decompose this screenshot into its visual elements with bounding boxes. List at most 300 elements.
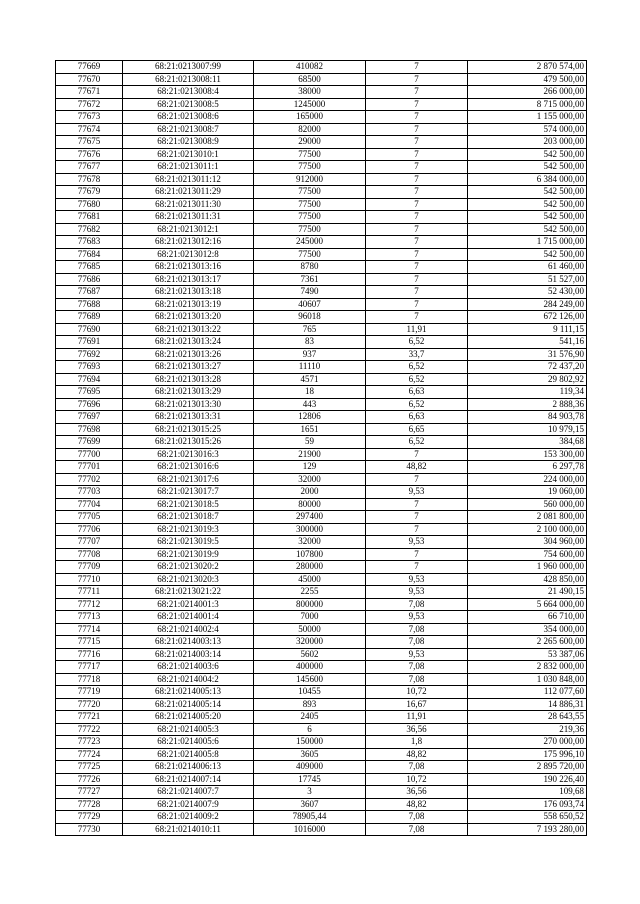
cadastral-number-cell: 68:21:0213012:16 (123, 236, 254, 249)
cadastral-number-cell: 68:21:0213011:1 (123, 161, 254, 174)
amount-cell: 542 500,00 (468, 148, 587, 161)
cadastral-number-cell: 68:21:0213019:3 (123, 523, 254, 536)
area-cell: 129 (254, 461, 366, 474)
rate-cell: 48,82 (366, 461, 468, 474)
rate-cell: 7 (366, 448, 468, 461)
table-row (56, 711, 587, 724)
amount-cell: 1 715 000,00 (468, 236, 587, 249)
table-row (56, 411, 587, 424)
area-cell: 3605 (254, 748, 366, 761)
cadastral-number-cell: 68:21:0213010:1 (123, 148, 254, 161)
table-row (56, 361, 587, 374)
row-number-cell: 77720 (56, 698, 123, 711)
cadastral-number-cell: 68:21:0213016:6 (123, 461, 254, 474)
row-number-cell: 77669 (56, 61, 123, 74)
table-row (56, 798, 587, 811)
rate-cell: 7 (366, 261, 468, 274)
table-row (56, 73, 587, 86)
row-number-cell: 77726 (56, 773, 123, 786)
cadastral-number-cell: 68:21:0213013:27 (123, 361, 254, 374)
row-number-cell: 77704 (56, 498, 123, 511)
row-number-cell: 77719 (56, 686, 123, 699)
row-number-cell: 77688 (56, 298, 123, 311)
area-cell: 297400 (254, 511, 366, 524)
amount-cell: 384,68 (468, 436, 587, 449)
cadastral-number-cell: 68:21:0213008:4 (123, 86, 254, 99)
rate-cell: 7 (366, 161, 468, 174)
cadastral-number-cell: 68:21:0213008:11 (123, 73, 254, 86)
row-number-cell: 77696 (56, 398, 123, 411)
table-row (56, 761, 587, 774)
amount-cell: 66 710,00 (468, 611, 587, 624)
area-cell: 893 (254, 698, 366, 711)
cadastral-number-cell: 68:21:0213019:9 (123, 548, 254, 561)
amount-cell: 8 715 000,00 (468, 98, 587, 111)
rate-cell: 7 (366, 61, 468, 74)
rate-cell: 7 (366, 511, 468, 524)
rate-cell: 7 (366, 273, 468, 286)
row-number-cell: 77721 (56, 711, 123, 724)
cadastral-number-cell: 68:21:0213013:30 (123, 398, 254, 411)
row-number-cell: 77671 (56, 86, 123, 99)
amount-cell: 542 500,00 (468, 248, 587, 261)
row-number-cell: 77690 (56, 323, 123, 336)
rate-cell: 10,72 (366, 686, 468, 699)
row-number-cell: 77678 (56, 173, 123, 186)
amount-cell: 672 126,00 (468, 311, 587, 324)
amount-cell: 542 500,00 (468, 198, 587, 211)
row-number-cell: 77675 (56, 136, 123, 149)
area-cell: 77500 (254, 148, 366, 161)
rate-cell: 7 (366, 561, 468, 574)
row-number-cell: 77703 (56, 486, 123, 499)
area-cell: 912000 (254, 173, 366, 186)
cadastral-number-cell: 68:21:0213019:5 (123, 536, 254, 549)
table-row (56, 573, 587, 586)
area-cell: 80000 (254, 498, 366, 511)
row-number-cell: 77680 (56, 198, 123, 211)
rate-cell: 7 (366, 136, 468, 149)
row-number-cell: 77723 (56, 736, 123, 749)
table-row (56, 786, 587, 799)
row-number-cell: 77682 (56, 223, 123, 236)
area-cell: 59 (254, 436, 366, 449)
area-cell: 38000 (254, 86, 366, 99)
area-cell: 77500 (254, 198, 366, 211)
rate-cell: 10,72 (366, 773, 468, 786)
table-row (56, 373, 587, 386)
area-cell: 245000 (254, 236, 366, 249)
amount-cell: 28 643,55 (468, 711, 587, 724)
cadastral-number-cell: 68:21:0213011:30 (123, 198, 254, 211)
table-row (56, 523, 587, 536)
amount-cell: 541,16 (468, 336, 587, 349)
cadastral-number-cell: 68:21:0213013:17 (123, 273, 254, 286)
amount-cell: 5 664 000,00 (468, 598, 587, 611)
row-number-cell: 77676 (56, 148, 123, 161)
table-row (56, 736, 587, 749)
table-row (56, 186, 587, 199)
table-row (56, 723, 587, 736)
cadastral-number-cell: 68:21:0213007:99 (123, 61, 254, 74)
rate-cell: 7 (366, 186, 468, 199)
area-cell: 3607 (254, 798, 366, 811)
rate-cell: 7,08 (366, 823, 468, 836)
cadastral-number-cell: 68:21:0214001:4 (123, 611, 254, 624)
amount-cell: 175 996,10 (468, 748, 587, 761)
area-cell: 82000 (254, 123, 366, 136)
row-number-cell: 77674 (56, 123, 123, 136)
cadastral-number-cell: 68:21:0213021:22 (123, 586, 254, 599)
amount-cell: 112 077,60 (468, 686, 587, 699)
area-cell: 78905,44 (254, 811, 366, 824)
cadastral-number-cell: 68:21:0213013:19 (123, 298, 254, 311)
rate-cell: 36,56 (366, 723, 468, 736)
area-cell: 77500 (254, 161, 366, 174)
area-cell: 1245000 (254, 98, 366, 111)
amount-cell: 542 500,00 (468, 211, 587, 224)
registry-table (55, 60, 587, 836)
area-cell: 18 (254, 386, 366, 399)
cadastral-number-cell: 68:21:0214003:14 (123, 648, 254, 661)
cadastral-number-cell: 68:21:0213013:31 (123, 411, 254, 424)
table-row (56, 98, 587, 111)
area-cell: 150000 (254, 736, 366, 749)
amount-cell: 190 226,40 (468, 773, 587, 786)
table-row (56, 511, 587, 524)
rate-cell: 7 (366, 236, 468, 249)
table-row (56, 261, 587, 274)
cadastral-number-cell: 68:21:0213015:25 (123, 423, 254, 436)
table-row (56, 136, 587, 149)
area-cell: 68500 (254, 73, 366, 86)
row-number-cell: 77716 (56, 648, 123, 661)
amount-cell: 542 500,00 (468, 186, 587, 199)
area-cell: 7000 (254, 611, 366, 624)
table-row (56, 436, 587, 449)
rate-cell: 6,63 (366, 411, 468, 424)
row-number-cell: 77705 (56, 511, 123, 524)
table-row (56, 673, 587, 686)
table-row (56, 336, 587, 349)
amount-cell: 109,68 (468, 786, 587, 799)
cadastral-number-cell: 68:21:0214002:4 (123, 623, 254, 636)
cadastral-number-cell: 68:21:0213013:20 (123, 311, 254, 324)
amount-cell: 9 111,15 (468, 323, 587, 336)
rate-cell: 48,82 (366, 748, 468, 761)
rate-cell: 11,91 (366, 323, 468, 336)
table-row (56, 111, 587, 124)
table-row (56, 698, 587, 711)
cadastral-number-cell: 68:21:0214005:20 (123, 711, 254, 724)
cadastral-number-cell: 68:21:0213017:7 (123, 486, 254, 499)
table-row (56, 386, 587, 399)
area-cell: 40607 (254, 298, 366, 311)
area-cell: 4571 (254, 373, 366, 386)
area-cell: 83 (254, 336, 366, 349)
row-number-cell: 77689 (56, 311, 123, 324)
table-row (56, 273, 587, 286)
rate-cell: 7 (366, 98, 468, 111)
cadastral-number-cell: 68:21:0213012:1 (123, 223, 254, 236)
rate-cell: 33,7 (366, 348, 468, 361)
area-cell: 6 (254, 723, 366, 736)
amount-cell: 6 297,78 (468, 461, 587, 474)
amount-cell: 51 527,00 (468, 273, 587, 286)
area-cell: 1016000 (254, 823, 366, 836)
amount-cell: 72 437,20 (468, 361, 587, 374)
rate-cell: 7 (366, 298, 468, 311)
area-cell: 409000 (254, 761, 366, 774)
rate-cell: 7 (366, 86, 468, 99)
amount-cell: 1 960 000,00 (468, 561, 587, 574)
amount-cell: 2 832 000,00 (468, 661, 587, 674)
row-number-cell: 77724 (56, 748, 123, 761)
cadastral-number-cell: 68:21:0214005:14 (123, 698, 254, 711)
area-cell: 280000 (254, 561, 366, 574)
rate-cell: 7 (366, 523, 468, 536)
rate-cell: 6,52 (366, 336, 468, 349)
rate-cell: 7 (366, 498, 468, 511)
row-number-cell: 77714 (56, 623, 123, 636)
rate-cell: 7,08 (366, 761, 468, 774)
rate-cell: 9,53 (366, 573, 468, 586)
area-cell: 29000 (254, 136, 366, 149)
table-row (56, 148, 587, 161)
amount-cell: 2 265 600,00 (468, 636, 587, 649)
cadastral-number-cell: 68:21:0213008:6 (123, 111, 254, 124)
amount-cell: 224 000,00 (468, 473, 587, 486)
rate-cell: 7 (366, 211, 468, 224)
amount-cell: 19 060,00 (468, 486, 587, 499)
cadastral-number-cell: 68:21:0213013:22 (123, 323, 254, 336)
rate-cell: 9,53 (366, 586, 468, 599)
rate-cell: 7 (366, 148, 468, 161)
area-cell: 96018 (254, 311, 366, 324)
area-cell: 77500 (254, 223, 366, 236)
row-number-cell: 77687 (56, 286, 123, 299)
area-cell: 3 (254, 786, 366, 799)
table-row (56, 473, 587, 486)
table-row (56, 636, 587, 649)
area-cell: 2405 (254, 711, 366, 724)
table-row (56, 448, 587, 461)
cadastral-number-cell: 68:21:0213018:5 (123, 498, 254, 511)
amount-cell: 2 888,36 (468, 398, 587, 411)
rate-cell: 11,91 (366, 711, 468, 724)
table-row (56, 661, 587, 674)
area-cell: 50000 (254, 623, 366, 636)
row-number-cell: 77681 (56, 211, 123, 224)
row-number-cell: 77697 (56, 411, 123, 424)
rate-cell: 7,08 (366, 623, 468, 636)
amount-cell: 542 500,00 (468, 161, 587, 174)
cadastral-number-cell: 68:21:0214005:6 (123, 736, 254, 749)
table-row (56, 536, 587, 549)
rate-cell: 7 (366, 286, 468, 299)
amount-cell: 2 081 800,00 (468, 511, 587, 524)
amount-cell: 304 960,00 (468, 536, 587, 549)
rate-cell: 7 (366, 248, 468, 261)
row-number-cell: 77717 (56, 661, 123, 674)
row-number-cell: 77715 (56, 636, 123, 649)
cadastral-number-cell: 68:21:0213011:12 (123, 173, 254, 186)
area-cell: 2255 (254, 586, 366, 599)
cadastral-number-cell: 68:21:0213011:31 (123, 211, 254, 224)
row-number-cell: 77718 (56, 673, 123, 686)
rate-cell: 7 (366, 73, 468, 86)
cadastral-number-cell: 68:21:0214005:13 (123, 686, 254, 699)
row-number-cell: 77706 (56, 523, 123, 536)
amount-cell: 10 979,15 (468, 423, 587, 436)
amount-cell: 21 490,15 (468, 586, 587, 599)
row-number-cell: 77672 (56, 98, 123, 111)
cadastral-number-cell: 68:21:0214005:3 (123, 723, 254, 736)
amount-cell: 284 249,00 (468, 298, 587, 311)
area-cell: 32000 (254, 473, 366, 486)
rate-cell: 7 (366, 548, 468, 561)
area-cell: 11110 (254, 361, 366, 374)
table-row (56, 211, 587, 224)
cadastral-number-cell: 68:21:0214010:11 (123, 823, 254, 836)
table-row (56, 423, 587, 436)
cadastral-number-cell: 68:21:0214007:14 (123, 773, 254, 786)
row-number-cell: 77698 (56, 423, 123, 436)
cadastral-number-cell: 68:21:0213015:26 (123, 436, 254, 449)
area-cell: 165000 (254, 111, 366, 124)
row-number-cell: 77729 (56, 811, 123, 824)
area-cell: 77500 (254, 248, 366, 261)
row-number-cell: 77679 (56, 186, 123, 199)
rate-cell: 9,53 (366, 611, 468, 624)
rate-cell: 9,53 (366, 648, 468, 661)
table-row (56, 686, 587, 699)
cadastral-number-cell: 68:21:0214007:7 (123, 786, 254, 799)
cadastral-number-cell: 68:21:0214004:2 (123, 673, 254, 686)
cadastral-number-cell: 68:21:0213008:7 (123, 123, 254, 136)
cadastral-number-cell: 68:21:0214005:8 (123, 748, 254, 761)
area-cell: 8780 (254, 261, 366, 274)
row-number-cell: 77677 (56, 161, 123, 174)
table-row (56, 223, 587, 236)
cadastral-number-cell: 68:21:0213013:16 (123, 261, 254, 274)
area-cell: 45000 (254, 573, 366, 586)
area-cell: 12806 (254, 411, 366, 424)
rate-cell: 6,63 (366, 386, 468, 399)
area-cell: 32000 (254, 536, 366, 549)
amount-cell: 61 460,00 (468, 261, 587, 274)
table-row (56, 298, 587, 311)
cadastral-number-cell: 68:21:0213008:5 (123, 98, 254, 111)
amount-cell: 1 030 848,00 (468, 673, 587, 686)
cadastral-number-cell: 68:21:0213013:29 (123, 386, 254, 399)
amount-cell: 52 430,00 (468, 286, 587, 299)
rate-cell: 48,82 (366, 798, 468, 811)
cadastral-number-cell: 68:21:0213016:3 (123, 448, 254, 461)
table-row (56, 486, 587, 499)
row-number-cell: 77693 (56, 361, 123, 374)
table-row (56, 61, 587, 74)
rate-cell: 7,08 (366, 598, 468, 611)
table-row (56, 823, 587, 836)
amount-cell: 119,34 (468, 386, 587, 399)
cadastral-number-cell: 68:21:0213013:18 (123, 286, 254, 299)
row-number-cell: 77694 (56, 373, 123, 386)
table-row (56, 598, 587, 611)
row-number-cell: 77730 (56, 823, 123, 836)
amount-cell: 266 000,00 (468, 86, 587, 99)
row-number-cell: 77691 (56, 336, 123, 349)
amount-cell: 2 895 720,00 (468, 761, 587, 774)
rate-cell: 16,67 (366, 698, 468, 711)
amount-cell: 29 802,92 (468, 373, 587, 386)
area-cell: 17745 (254, 773, 366, 786)
table-row (56, 561, 587, 574)
area-cell: 77500 (254, 211, 366, 224)
cadastral-number-cell: 68:21:0214006:13 (123, 761, 254, 774)
row-number-cell: 77727 (56, 786, 123, 799)
table-row (56, 748, 587, 761)
registry-table-body (56, 61, 587, 836)
table-row (56, 611, 587, 624)
table-row (56, 461, 587, 474)
area-cell: 320000 (254, 636, 366, 649)
table-row (56, 286, 587, 299)
area-cell: 300000 (254, 523, 366, 536)
table-row (56, 173, 587, 186)
rate-cell: 6,52 (366, 361, 468, 374)
row-number-cell: 77686 (56, 273, 123, 286)
table-row (56, 773, 587, 786)
table-row (56, 86, 587, 99)
amount-cell: 2 100 000,00 (468, 523, 587, 536)
area-cell: 400000 (254, 661, 366, 674)
cadastral-number-cell: 68:21:0213020:3 (123, 573, 254, 586)
table-row (56, 398, 587, 411)
amount-cell: 219,36 (468, 723, 587, 736)
cadastral-number-cell: 68:21:0214003:13 (123, 636, 254, 649)
area-cell: 937 (254, 348, 366, 361)
table-row (56, 623, 587, 636)
table-row (56, 236, 587, 249)
row-number-cell: 77709 (56, 561, 123, 574)
rate-cell: 7,08 (366, 661, 468, 674)
rate-cell: 9,53 (366, 486, 468, 499)
cadastral-number-cell: 68:21:0214009:2 (123, 811, 254, 824)
row-number-cell: 77710 (56, 573, 123, 586)
rate-cell: 7 (366, 198, 468, 211)
amount-cell: 203 000,00 (468, 136, 587, 149)
table-row (56, 586, 587, 599)
row-number-cell: 77725 (56, 761, 123, 774)
rate-cell: 6,52 (366, 436, 468, 449)
area-cell: 10455 (254, 686, 366, 699)
area-cell: 443 (254, 398, 366, 411)
area-cell: 77500 (254, 186, 366, 199)
rate-cell: 7 (366, 311, 468, 324)
rate-cell: 7,08 (366, 811, 468, 824)
cadastral-number-cell: 68:21:0214007:9 (123, 798, 254, 811)
area-cell: 145600 (254, 673, 366, 686)
table-row (56, 811, 587, 824)
amount-cell: 574 000,00 (468, 123, 587, 136)
cadastral-number-cell: 68:21:0213013:26 (123, 348, 254, 361)
area-cell: 1651 (254, 423, 366, 436)
rate-cell: 7 (366, 473, 468, 486)
cadastral-number-cell: 68:21:0214001:3 (123, 598, 254, 611)
cadastral-number-cell: 68:21:0213013:28 (123, 373, 254, 386)
cadastral-number-cell: 68:21:0213017:6 (123, 473, 254, 486)
